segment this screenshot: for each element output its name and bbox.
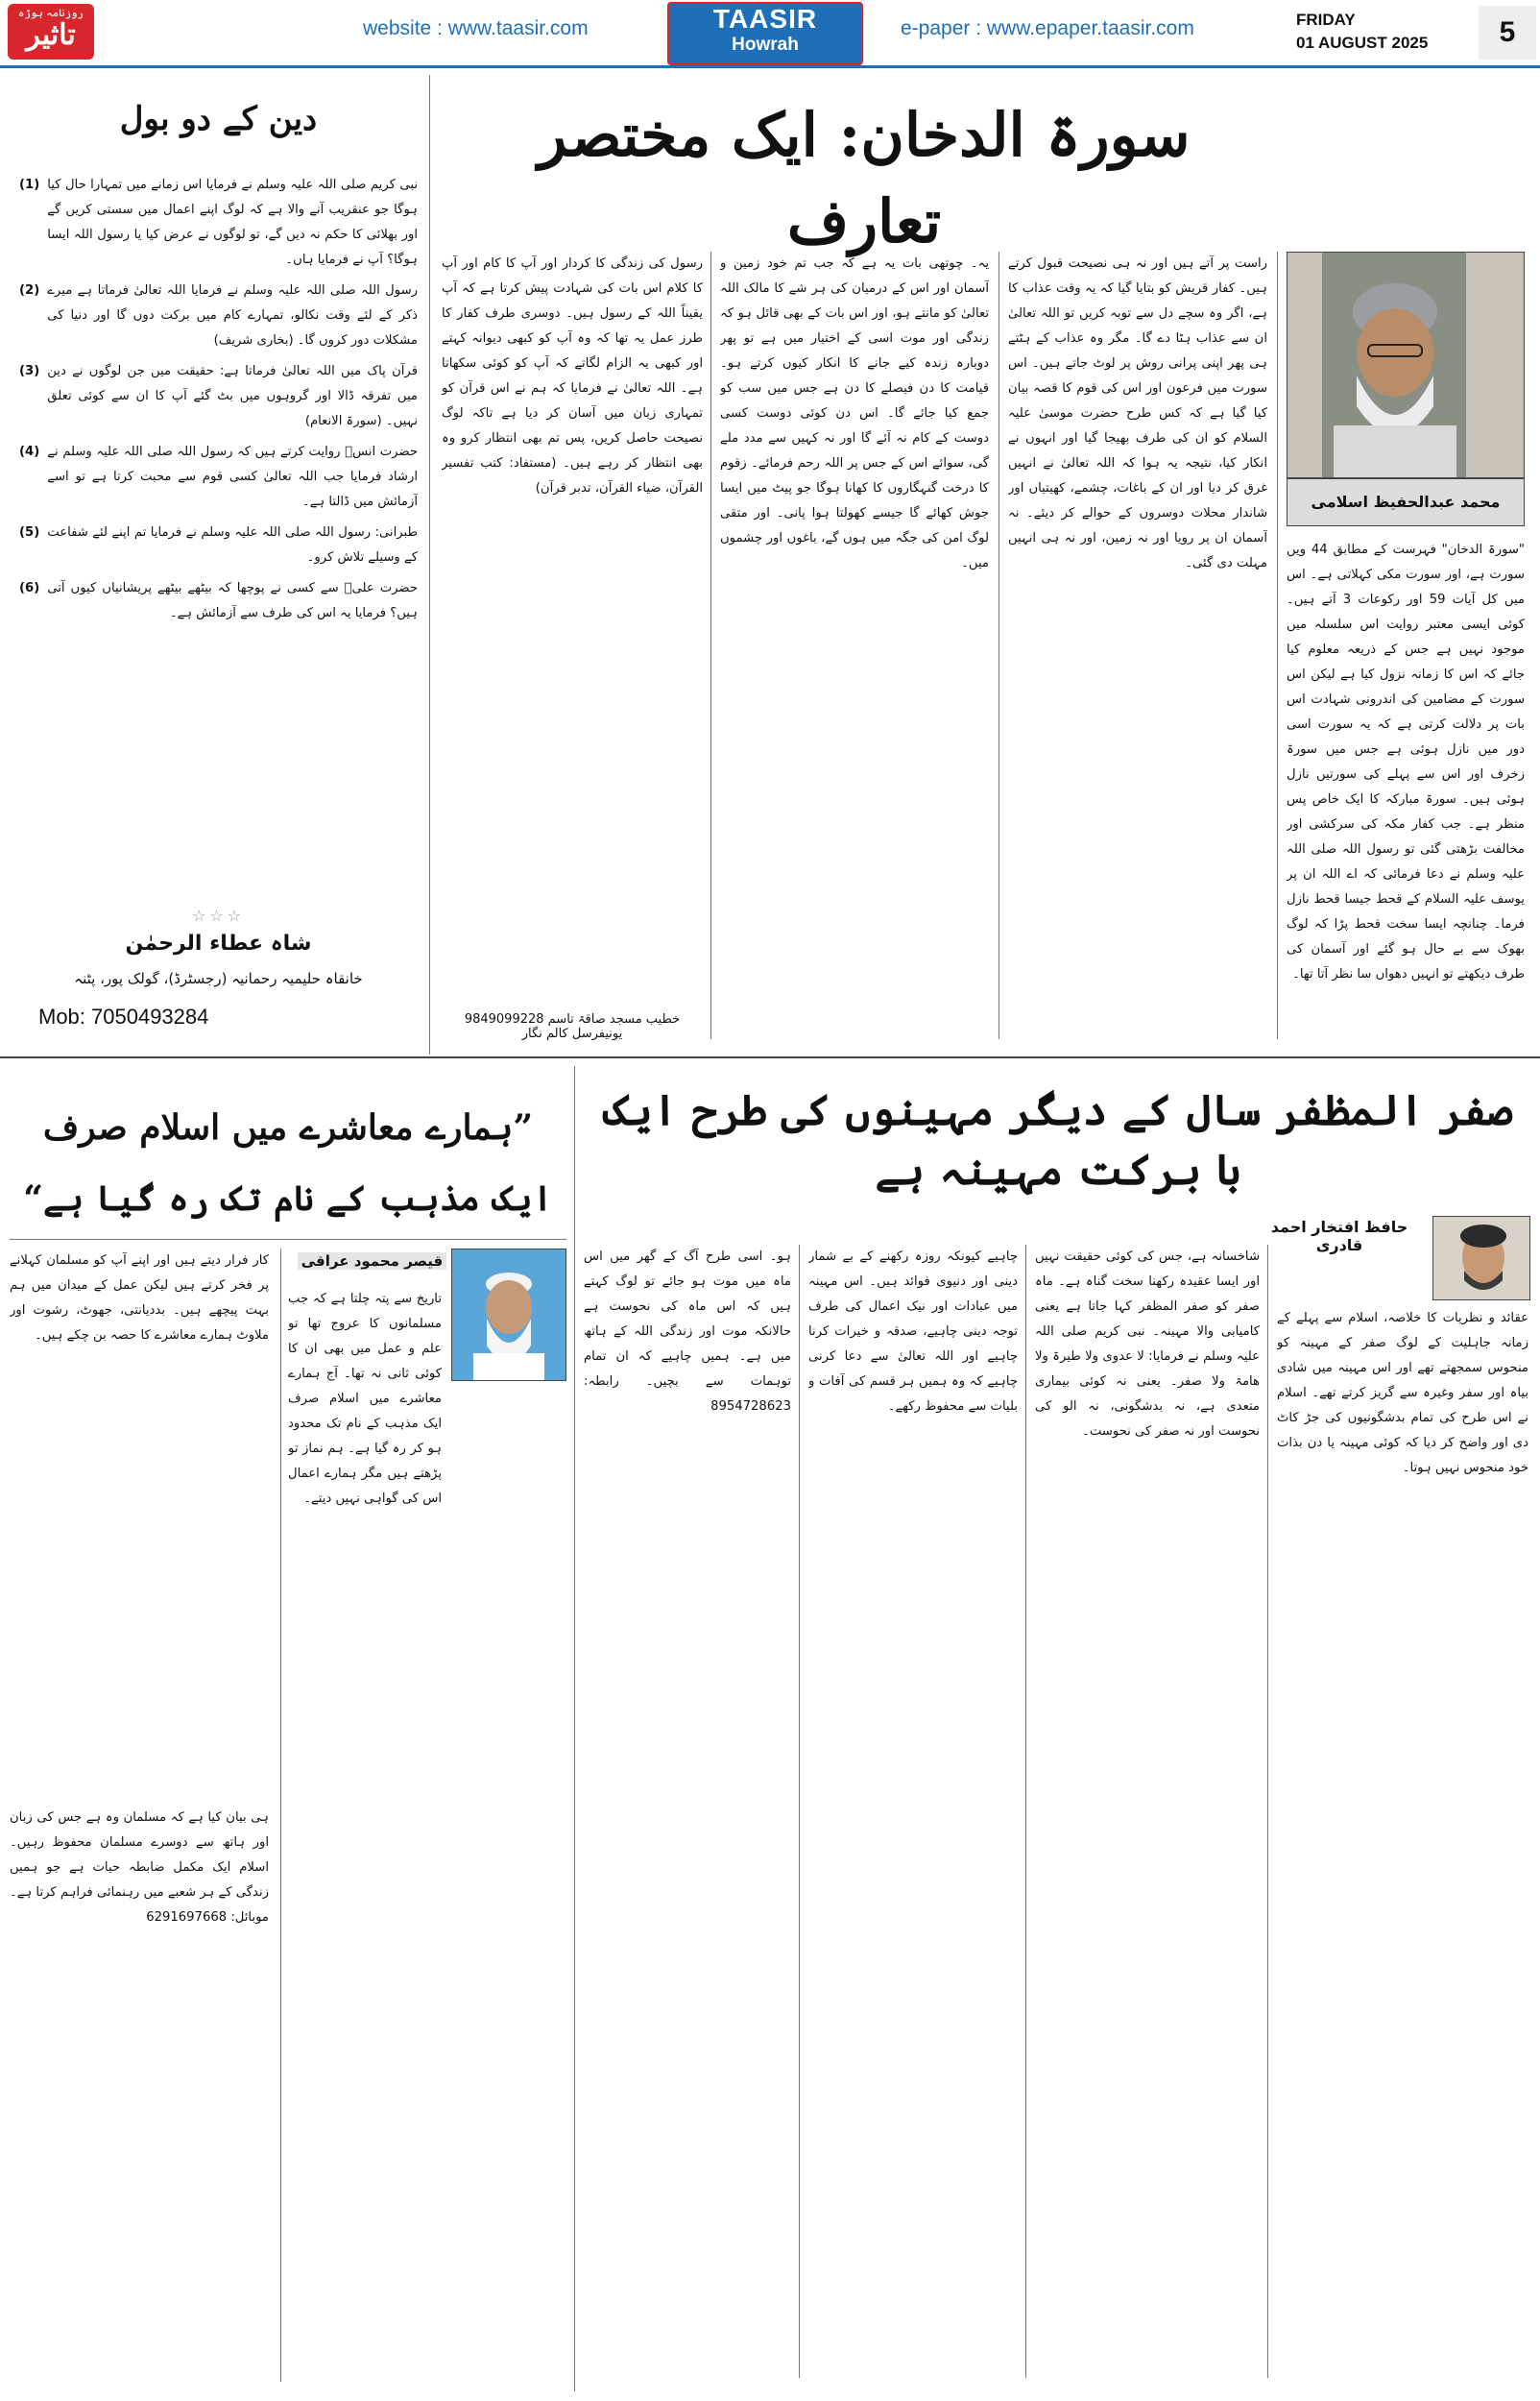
sidebar-item-number: (1) [19, 178, 40, 192]
sidebar-item-number: (2) [19, 283, 40, 298]
sidebar-mobile: Mob: 7050493284 [38, 1005, 209, 1029]
top-article-footer-contact: 9849099228 خطیب مسجد صاقۃ تاسم یونیفرسل کالم نگار [464, 1012, 681, 1041]
sidebar-item-number: (3) [19, 364, 40, 378]
bottom-left-headline-line-2: ایک مذہب کے نام تک رہ گیا ہے“ [23, 1178, 553, 1219]
sidebar-item-number: (5) [19, 525, 40, 540]
sidebar-item [19, 359, 418, 434]
issue-day: FRIDAY [1296, 11, 1356, 29]
website-link[interactable]: website : www.taasir.com [363, 17, 589, 39]
masthead [0, 0, 1540, 68]
sidebar-author: شاہ عطاء الرحمٰن [125, 932, 312, 956]
byline-photo [451, 1249, 566, 1381]
sidebar-item-text: قرآن پاک میں اللہ تعالیٰ فرماتا ہے: حقیقت میں جن لوگوں نے دین میں تفرقہ ڈالا اور گروہوں میں بٹ گئے آپ کا ان سے کوئی تعلق نہیں۔ (سورۃ الانعام) [47, 364, 418, 428]
top-article-column-3: یہ۔ چوتھی بات یہ ہے کہ جب تم خود زمین و آسمان اور اس کے درمیان کی ہر شے کا مالک اللہ تعالیٰ کو مانتے ہو، اور اس بات کے بھی قائل ہو کہ زندگی اور موت اسی کے اختیار میں ہے تو پھر دوبارہ زندہ کیے جانے کا انکار کیوں کرتے ہو۔ قیامت کا دن فیصلے کا دن ہے جس میں سب کو جمع کیا جائے گا۔ اس دن کوئی دوست کسی دوست کے کام نہ آئے گا اور نہ کہیں سے مدد ملے گی، سوائے اس کے جس پر اللہ رحم فرمائے۔ زقوم کا درخت گنہگاروں کا کھانا ہوگا جو پیٹ میں ایسا جوش کھائے گا جیسے کھولتا ہوا پانی۔ اور متقی لوگ امن کی جگہ میں ہوں گے، باغوں اور چشموں میں۔ [720, 256, 989, 570]
center-logo [667, 2, 863, 65]
sidebar-author-address: خانقاہ حلیمیہ رحمانیہ (رجسٹرڈ)، گولک پور، پٹنہ [74, 970, 363, 987]
column-rule [710, 252, 711, 1039]
column-rule [1025, 1245, 1026, 2378]
column-rule [280, 1249, 281, 2382]
sidebar-item-number: (4) [19, 445, 40, 459]
bottom-left-headline-line-1: ”ہمارے معاشرے میں اسلام صرف [42, 1107, 534, 1148]
sidebar-items-list [19, 173, 418, 864]
author-photo [1287, 252, 1525, 478]
sidebar-stars: ☆☆☆ [191, 907, 246, 925]
sidebar-item-number: (6) [19, 581, 40, 595]
section-divider [0, 1056, 1540, 1058]
top-article-column-2: راست پر آتے ہیں اور نہ ہی نصیحت قبول کرتے ہیں۔ کفار قریش کو بتایا گیا کہ یہ وقت عذاب کا ہے، اگر وہ سچے دل سے توبہ کریں تو اللہ تعالیٰ ان سے عذاب ہٹا دے گا۔ مگر وہ عذاب کے ہٹتے ہی پھر اپنی پرانی روش پر لوٹ جاتے ہیں۔ اس سورت میں فرعون اور اس کی قوم کا قصہ بیان کیا گیا ہے کہ کس طرح حضرت موسیٰ علیہ السلام کو ان کی طرف بھیجا گیا اور انہوں نے انکار کیا، نتیجہ یہ ہوا کہ اللہ تعالیٰ نے انہیں غرق کر دیا اور ان کے باغات، چشمے، کھیتیاں اور شاندار محلات دوسروں کے حوالے کر دیئے۔ نہ آسمان ان پر رویا اور نہ زمین، اور نہ ہی انہیں مہلت دی گئی۔ [1008, 256, 1267, 570]
top-article-headline: سورۃ الدخان: ایک مختصر تعارف [538, 100, 1191, 256]
bottom-right-column-4: ہو۔ اسی طرح آگ کے گھر میں اس ماہ میں موت ہو جائے تو لوگ کہتے ہیں کہ اس ماہ کی نحوست ہے حالانکہ موت اور زندگی اللہ کے ہاتھ میں ہے۔ ہمیں چاہیے کہ ان تمام توہمات سے بچیں۔ رابطہ: 8954728623 [584, 1249, 791, 1414]
newspaper-logo [8, 4, 94, 60]
issue-date: 01 AUGUST 2025 [1296, 34, 1429, 52]
bottom-right-column-3: چاہیے کیونکہ روزہ رکھنے کے بے شمار دینی اور دنیوی فوائد ہیں۔ اس مہینہ میں عبادات اور نیک اعمال کی طرف توجہ دینی چاہیے، صدقہ و خیرات کرنا چاہیے اور اللہ تعالیٰ سے دعا کرنی چاہیے کہ وہ ہمیں ہر قسم کی آفات و بلیات سے محفوظ رکھے۔ [808, 1249, 1018, 1414]
bottom-right-headline: صفر المظفر سال کے دیگر مہینوں کی طرح ایک با برکت مہینہ ہے [603, 1086, 1513, 1195]
bottom-left-column-2: کار فرار دیتے ہیں اور اپنے آپ کو مسلمان کہلانے پر فخر کرتے ہیں لیکن عمل کے میدان میں ہم بہت پیچھے ہیں۔ بددیانتی، جھوٹ، رشوت اور ملاوٹ ہمارے معاشرے کا حصہ بن چکے ہیں۔ [10, 1253, 269, 1343]
sidebar-item-text: طبرانی: رسول اللہ صلی اللہ علیہ وسلم نے فرمایا تم اپنے لئے شفاعت کے وسیلے تلاش کرو۔ [47, 525, 418, 565]
top-article-column-4: رسول کی زندگی کا کردار اور آپ کا کام اور آپ کا کلام اس بات کی شہادت پیش کرتا ہے کہ آپ یقیناً اللہ کے رسول ہیں۔ دوسری طرف کفار کا طرز عمل یہ تھا کہ وہ آپ کو کبھی دیوانہ کہتے اور کبھی یہ الزام لگاتے کہ آپ کو کوئی سکھاتا ہے۔ اللہ تعالیٰ نے فرمایا کہ ہم نے اس قرآن کو تمہاری زبان میں آسان کر دیا ہے تاکہ لوگ نصیحت حاصل کریں، پس تم بھی انتظار کرو وہ بھی انتظار کر رہے ہیں۔ (مستفاد: کتب تفسیر القرآن، ضیاء القرآن، تدبر قرآن) [442, 256, 703, 496]
bottom-right-byline: حافظ افتخار احمد قادری [1270, 1218, 1408, 1254]
sidebar-item-text: نبی کریم صلی اللہ علیہ وسلم نے فرمایا اس زمانے میں تمہارا حال کیا ہوگا جو عنقریب آنے والا ہے کہ لوگ اپنے اعمال میں سستی کریں گے اور بھلائی کا حکم نہ دیں گے، تو لوگوں نے عرض کیا یا رسول اللہ ایسا ہوگا؟ آپ نے فرمایا ہاں۔ [47, 178, 418, 267]
sidebar-item-text: حضرت علیؓ سے کسی نے پوچھا کہ بیٹھے بیٹھے پریشانیاں کیوں آتی ہیں؟ فرمایا یہ اس کی طرف سے آزمائش ہے۔ [47, 581, 418, 620]
center-logo-title: TAASIR [712, 4, 818, 34]
column-rule [799, 1245, 800, 2378]
epaper-link[interactable]: e-paper : www.epaper.taasir.com [901, 17, 1194, 39]
author-portrait-icon [452, 1249, 565, 1380]
bottom-left-column-1: تاریخ سے پتہ چلتا ہے کہ جب مسلمانوں کا عروج تھا تو علم و عمل میں بھی ان کا کوئی ثانی نہ تھا۔ آج ہمارے معاشرے میں اسلام صرف ایک مذہب کے نام تک محدود ہو کر رہ گیا ہے۔ ہم نماز تو پڑھتے ہیں مگر ہمارے اعمال اس کی گواہی نہیں دیتے۔ [288, 1292, 442, 1506]
bottom-right-column-2: شاخسانہ ہے، جس کی کوئی حقیقت نہیں اور ایسا عقیدہ رکھنا سخت گناہ ہے۔ ماہ صفر کو صفر المظفر کہا جاتا ہے یعنی کامیابی والا مہینہ۔ نبی کریم صلی اللہ علیہ وسلم نے فرمایا: لا عدوی ولا طیرۃ ولا ھامۃ ولا صفر۔ یعنی نہ کوئی بیماری متعدی ہے، نہ بدشگونی، نہ الو کی نحوست اور نہ صفر کی نحوست۔ [1035, 1249, 1260, 1439]
sidebar-item [19, 521, 418, 570]
sidebar-item-text: حضرت انسؓ روایت کرتے ہیں کہ رسول اللہ صلی اللہ علیہ وسلم نے ارشاد فرمایا جب اللہ تعالیٰ کسی قوم سے محبت کرتا ہے تو اسے آزمائش میں ڈالتا ہے۔ [47, 445, 418, 509]
logo-title: تاثیر [26, 18, 76, 52]
top-article-column-1: "سورۃ الدخان" فہرست کے مطابق 44 ویں سورت ہے، اور سورت مکی کہلاتی ہے۔ اس میں کل آیات 59 اور رکوعات 3 آتے ہیں۔ کوئی ایسی معتبر روایت اس سلسلہ میں موجود نہیں ہے جس کے ذریعہ معلوم کیا جائے کہ اس کا زمانہ نزول کیا ہے لیکن اس سورت کے مضامین کی اندرونی شہادت اس بات پر دلالت کرتی ہے کہ یہ سورت اسی دور میں نازل ہوئی ہے جس میں سورۃ زخرف اور اس سے پہلے کی سورتیں نازل ہوئی ہیں۔ سورۃ مبارکہ کا ایک خاص پس منظر ہے۔ جب کفار مکہ کی سرکشی اور مخالفت بڑھتی گئی تو رسول اللہ صلی اللہ علیہ وسلم نے دعا فرمائی کہ اے اللہ ان پر یوسف علیہ السلام کے قحط جیسا قحط نازل فرما۔ چنانچہ ایسا سخت قحط پڑا کہ لوگ بھوک سے بے حال ہو گئے اور آسمان کی طرف دیکھتے تو انہیں دھواں سا نظر آتا تھا۔ [1287, 543, 1525, 982]
sidebar-item [19, 440, 418, 515]
sidebar-item-text: رسول اللہ صلی اللہ علیہ وسلم نے فرمایا اللہ تعالیٰ فرماتا ہے میرے ذکر کے لئے وقت نکالو، تمہارے کام میں برکت دوں گا اور دنیا کی مشکلات دور کروں گا۔ (بخاری شریف) [47, 283, 418, 348]
column-rule [1267, 1245, 1268, 2378]
author-photo-caption: محمد عبدالحفیظ اسلامی [1287, 478, 1525, 526]
center-logo-subtitle: Howrah [732, 35, 799, 55]
sidebar-item [19, 279, 418, 353]
bottom-left-column-3: ہی بیان کیا ہے کہ مسلمان وہ ہے جس کی زبان اور ہاتھ سے دوسرے مسلمان محفوظ رہیں۔ اسلام ایک مکمل ضابطہ حیات ہے جو ہمیں زندگی کے ہر شعبے میں رہنمائی فراہم کرتا ہے۔ موبائل: 6291697668 [10, 1810, 269, 1925]
bottom-right-column-1: عقائد و نظریات کا خلاصہ، اسلام سے پہلے کے زمانہ جاہلیت کے لوگ صفر کے مہینہ کو منحوس سمجھتے تھے اور اس مہینہ میں شادی بیاہ اور سفر وغیرہ سے گریز کرتے تھے۔ اسلام نے اس طرح کی تمام بدشگونیوں کی جڑ کاٹ دی اور واضح کر دیا کہ کوئی مہینہ یا دن بذات خود منحوس نہیں ہوتا۔ [1277, 1311, 1528, 1475]
page-number: 5 [1479, 6, 1536, 60]
sidebar-title: دین کے دو بول [119, 100, 318, 138]
author-portrait-icon [1287, 253, 1524, 477]
column-rule [1277, 252, 1278, 1039]
sidebar-item [19, 173, 418, 273]
headline-rule [10, 1239, 566, 1240]
byline-photo [1432, 1216, 1530, 1300]
top-column-divider [429, 75, 430, 1055]
sidebar-item [19, 576, 418, 626]
bottom-column-divider [574, 1066, 575, 2391]
logo-small-text: روزنامہ ہوڑہ [18, 7, 84, 19]
author-portrait-icon [1433, 1217, 1529, 1299]
bottom-left-byline: قیصر محمود عراقی [298, 1252, 446, 1270]
